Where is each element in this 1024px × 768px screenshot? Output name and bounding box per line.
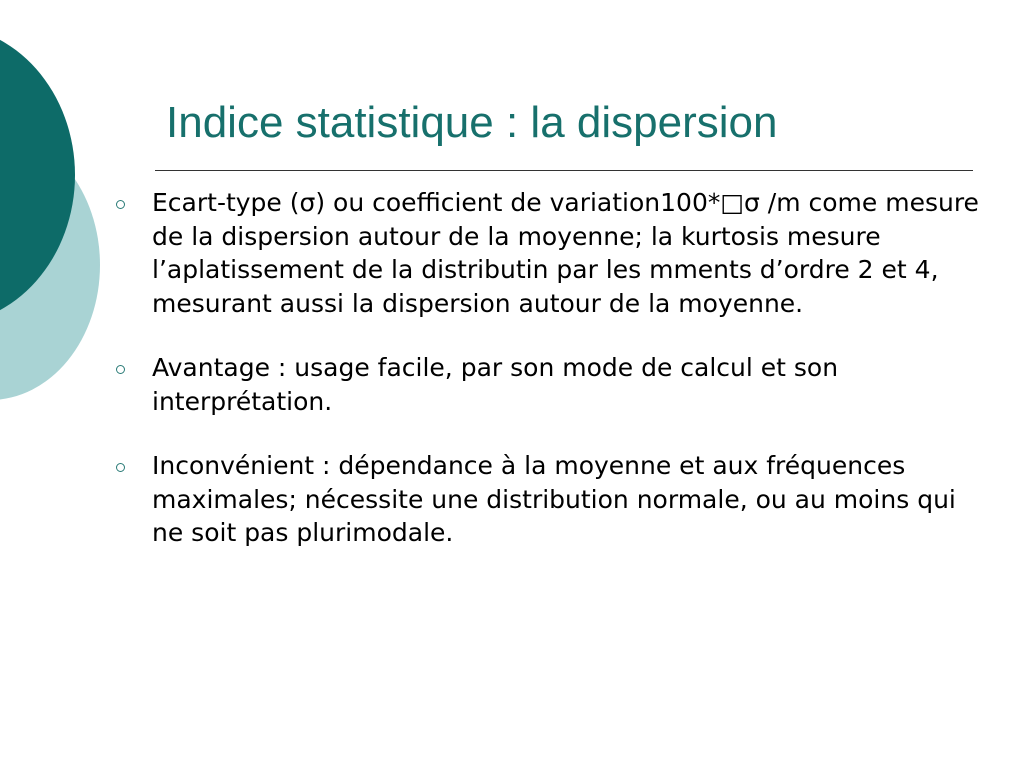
bullet-item-avantage (108, 351, 988, 418)
bullet-text: Avantage : usage facile, par son mode de calcul et son interprétation. (152, 353, 839, 416)
bullet-item-ecart-type (108, 186, 988, 320)
bullet-text: Inconvénient : dépendance à la moyenne et aux fréquences maximales; nécessite une distribution normale, ou au moins qui ne soit pas plurimodale. (152, 451, 956, 547)
title-divider (155, 170, 973, 171)
bullet-item-inconvenient (108, 449, 988, 550)
bullet-circle-icon (116, 200, 125, 209)
bullet-circle-icon (116, 463, 125, 472)
bullet-circle-icon (116, 365, 125, 374)
bullet-text: Ecart-type (σ) ou coefficient de variation100*□σ /m come mesure de la dispersion autour de la moyenne; la kurtosis mesure l’aplatissement de la distributin par les mments d’ordre 2 et 4, mesurant aussi la dispersion autour de la moyenne. (152, 188, 979, 318)
slide-title: Indice statistique : la dispersion (166, 98, 778, 147)
bullet-list (108, 186, 988, 581)
